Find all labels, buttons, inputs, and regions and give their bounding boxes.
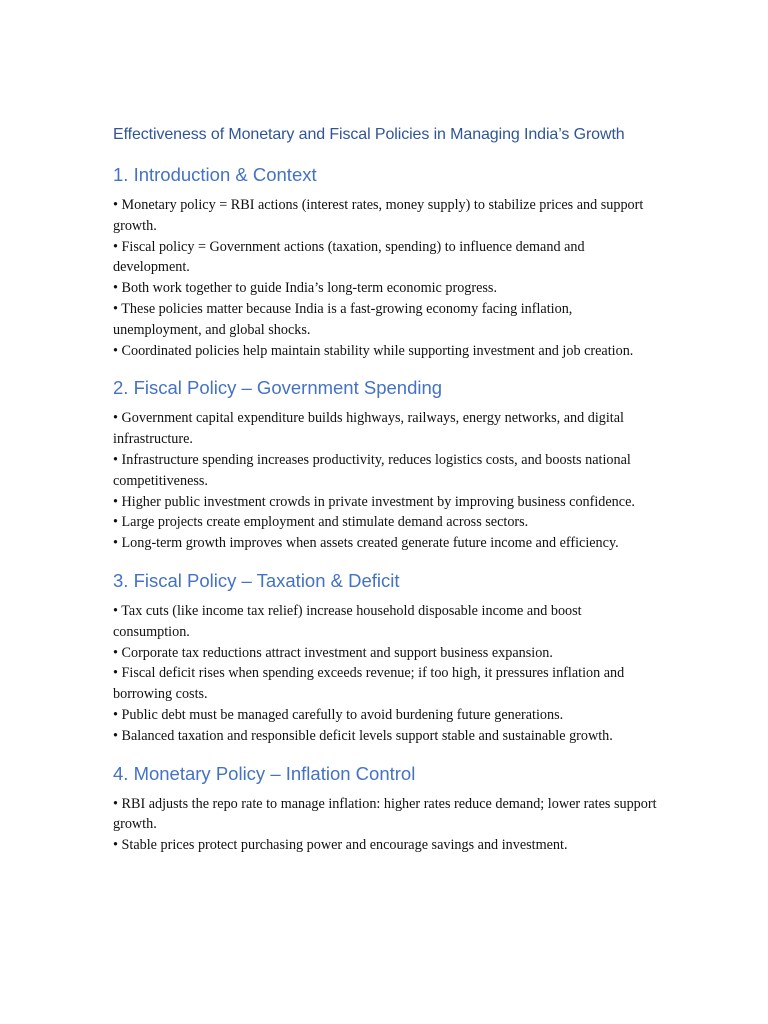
bullet-item: • Infrastructure spending increases productivity, reduces logistics costs, and boosts national competitiveness. [113, 451, 631, 489]
bullet-item: • Coordinated policies help maintain stability while supporting investment and job creation. [113, 342, 634, 359]
bullet-list [113, 408, 658, 554]
bullet-item: • Fiscal policy = Government actions (taxation, spending) to influence demand and development. [113, 238, 585, 276]
bullet-item: • Large projects create employment and stimulate demand across sectors. [113, 514, 529, 531]
section-heading: 4. Monetary Policy – Inflation Control [113, 762, 416, 784]
section-heading: 3. Fiscal Policy – Taxation & Deficit [113, 569, 400, 591]
section-introduction [113, 162, 658, 361]
document-title: Effectiveness of Monetary and Fiscal Policies in Managing India’s Growth [113, 126, 625, 143]
section-inflation-control [113, 761, 658, 856]
bullet-item: • Both work together to guide India’s long-term economic progress. [113, 280, 498, 297]
bullet-item: • Fiscal deficit rises when spending exceeds revenue; if too high, it pressures inflation and borrowing costs. [113, 665, 625, 703]
bullet-item: • Corporate tax reductions attract investment and support business expansion. [113, 644, 553, 661]
bullet-item: • Balanced taxation and responsible deficit levels support stable and sustainable growth. [113, 727, 613, 744]
bullet-list [113, 601, 658, 747]
bullet-item: • Public debt must be managed carefully to avoid burdening future generations. [113, 706, 564, 723]
section-taxation-deficit [113, 568, 658, 747]
section-government-spending [113, 375, 658, 554]
bullet-item: • Long-term growth improves when assets created generate future income and efficiency. [113, 535, 619, 552]
bullet-item: • Tax cuts (like income tax relief) increase household disposable income and boost consumption. [113, 602, 582, 640]
bullet-list [113, 195, 658, 361]
section-heading: 2. Fiscal Policy – Government Spending [113, 377, 443, 399]
bullet-item: • Stable prices protect purchasing power and encourage savings and investment. [113, 837, 568, 854]
bullet-item: • Government capital expenditure builds highways, railways, energy networks, and digital infrastructure. [113, 410, 624, 448]
bullet-item: • These policies matter because India is a fast-growing economy facing inflation, unemployment, and global shocks. [113, 300, 573, 338]
bullet-item: • Higher public investment crowds in private investment by improving business confidence. [113, 493, 635, 510]
bullet-item: • RBI adjusts the repo rate to manage inflation: higher rates reduce demand; lower rates support growth. [113, 795, 657, 833]
section-heading: 1. Introduction & Context [113, 164, 317, 185]
bullet-list [113, 794, 658, 856]
bullet-item: • Monetary policy = RBI actions (interest rates, money supply) to stabilize prices and support growth. [113, 197, 644, 234]
